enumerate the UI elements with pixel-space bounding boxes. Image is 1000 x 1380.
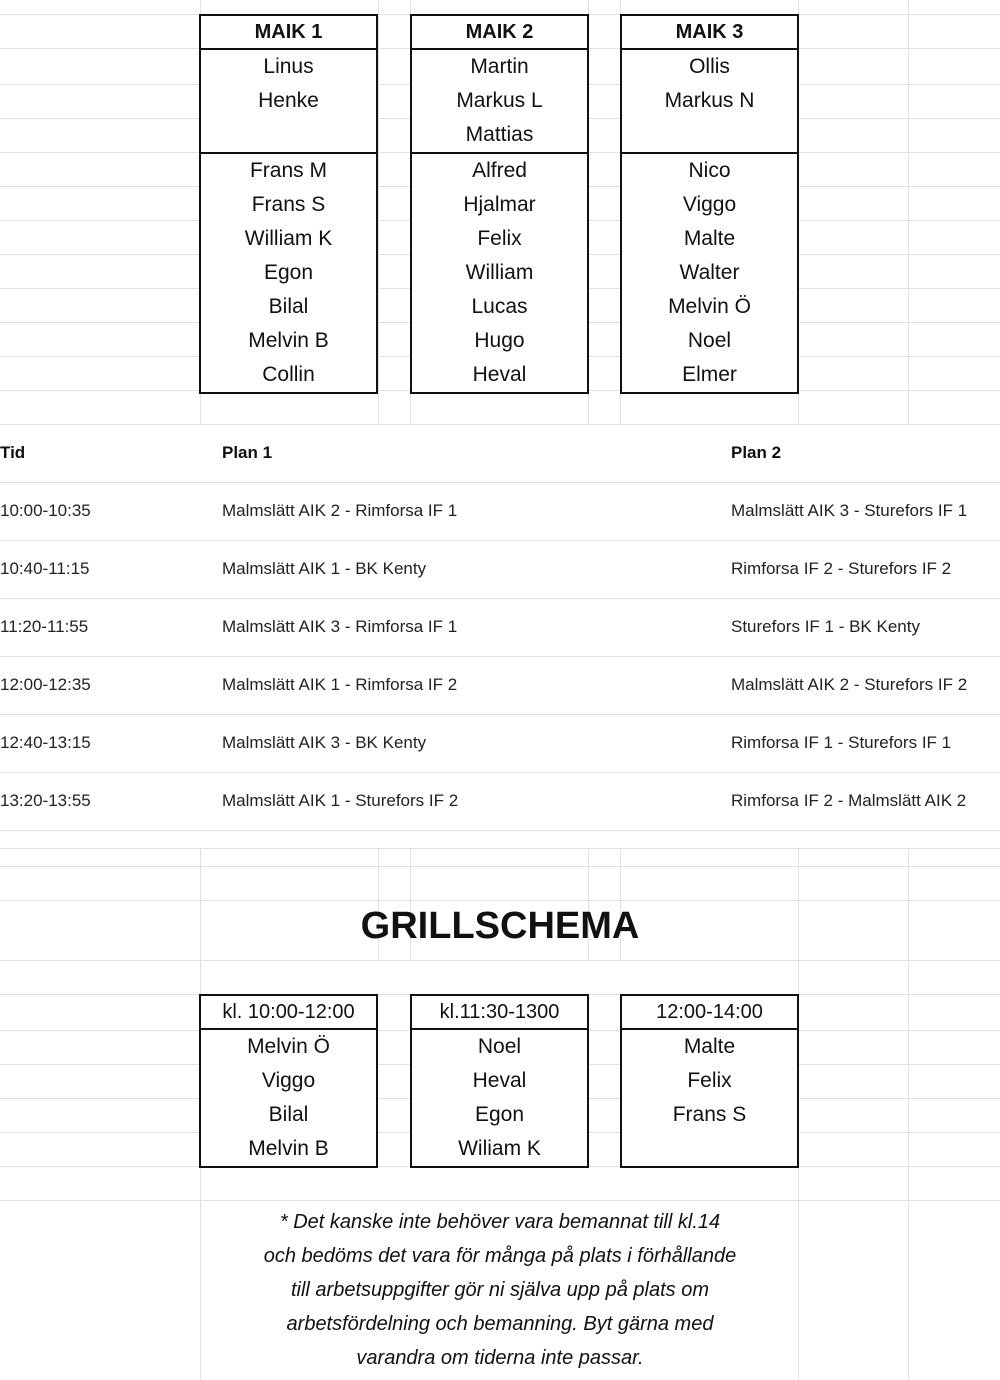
match-time: 12:00-12:35 <box>0 675 91 694</box>
match-plan-1: Malmslätt AIK 1 - Rimforsa IF 2 <box>222 675 458 694</box>
leader-name <box>622 118 797 152</box>
grid-line <box>0 866 1000 867</box>
shift-person: Noel <box>477 1035 522 1058</box>
note-line: * Det kanske inte behöver vara bemannat till kl.14 <box>279 1211 721 1233</box>
shift-time: kl. 10:00-12:00 <box>201 996 376 1030</box>
leader-name: Martin <box>470 55 529 78</box>
shift-person: Felix <box>687 1069 732 1092</box>
grid-line <box>908 848 909 1380</box>
player-name: Alfred <box>472 159 527 182</box>
player-name: Hugo <box>474 329 525 352</box>
team-leaders <box>201 50 376 154</box>
leader-name: Markus N <box>664 89 755 112</box>
match-plan-2: Sturefors IF 1 - BK Kenty <box>731 617 920 636</box>
match-plan-1: Malmslätt AIK 3 - BK Kenty <box>222 733 427 752</box>
grill-schedule-title: GRILLSCHEMA <box>360 905 640 947</box>
shift-person: Egon <box>474 1103 525 1126</box>
player-name: Elmer <box>682 363 737 386</box>
player-name: Lucas <box>471 295 528 318</box>
note-line: till arbetsuppgifter gör ni själva upp på plats om <box>290 1279 709 1301</box>
team-name: MAIK 3 <box>622 16 797 50</box>
match-time: 13:20-13:55 <box>0 791 91 810</box>
team-name: MAIK 2 <box>412 16 587 50</box>
note-line: och bedöms det vara för många på plats i förhållande <box>263 1245 737 1267</box>
player-name: Hjalmar <box>463 193 536 216</box>
match-plan-1: Malmslätt AIK 2 - Rimforsa IF 1 <box>222 501 458 520</box>
player-name: Noel <box>687 329 732 352</box>
grid-line <box>908 0 909 424</box>
player-name: Egon <box>263 261 314 284</box>
player-name: Heval <box>472 363 527 386</box>
match-plan-2: Rimforsa IF 2 - Sturefors IF 2 <box>731 559 952 578</box>
player-name: Melvin B <box>248 329 329 352</box>
player-name: Nico <box>688 159 731 182</box>
leader-name: Ollis <box>689 55 730 78</box>
player-name: Malte <box>683 227 736 250</box>
schedule-header-row <box>0 424 1000 482</box>
shift-time: kl.11:30-1300 <box>412 996 587 1030</box>
team-leaders <box>412 50 587 154</box>
team-name: MAIK 1 <box>201 16 376 50</box>
match-plan-2: Malmslätt AIK 2 - Sturefors IF 2 <box>731 675 968 694</box>
player-name: Collin <box>262 363 315 386</box>
schedule-row <box>0 656 1000 714</box>
player-name: Walter <box>679 261 740 284</box>
player-name: Viggo <box>682 193 737 216</box>
grid-line <box>0 848 1000 849</box>
header-time: Tid <box>0 443 26 462</box>
staffing-note <box>200 1205 800 1375</box>
team-players <box>201 154 376 392</box>
match-plan-2: Malmslätt AIK 3 - Sturefors IF 1 <box>731 501 968 520</box>
player-name: Felix <box>477 227 522 250</box>
team-box-maik-1 <box>199 14 378 394</box>
shift-person: Viggo <box>261 1069 316 1092</box>
leader-name: Linus <box>263 55 314 78</box>
shift-person: Melvin B <box>248 1137 329 1160</box>
grid-line <box>0 830 1000 831</box>
grill-shift-box <box>410 994 589 1168</box>
match-plan-1: Malmslätt AIK 1 - BK Kenty <box>222 559 427 578</box>
player-name: William <box>465 261 534 284</box>
match-plan-1: Malmslätt AIK 3 - Rimforsa IF 1 <box>222 617 458 636</box>
shift-people <box>622 1030 797 1166</box>
match-plan-1: Malmslätt AIK 1 - Sturefors IF 2 <box>222 791 459 810</box>
match-plan-2: Rimforsa IF 2 - Malmslätt AIK 2 <box>731 791 967 810</box>
player-name: Melvin Ö <box>668 295 751 318</box>
team-players <box>622 154 797 392</box>
grid-line <box>0 1200 1000 1201</box>
shift-people <box>412 1030 587 1166</box>
team-players <box>412 154 587 392</box>
shift-person <box>622 1132 797 1166</box>
schedule-row <box>0 714 1000 772</box>
leader-name: Markus L <box>456 89 543 112</box>
shift-person: Melvin Ö <box>247 1035 330 1058</box>
shift-person: Malte <box>683 1035 736 1058</box>
grill-shift-box <box>199 994 378 1168</box>
shift-time: 12:00-14:00 <box>622 996 797 1030</box>
schedule-row <box>0 540 1000 598</box>
team-box-maik-3 <box>620 14 799 394</box>
note-line: arbetsfördelning och bemanning. Byt gärna med <box>286 1313 714 1335</box>
shift-person: Bilal <box>268 1103 309 1126</box>
match-time: 10:40-11:15 <box>0 559 90 578</box>
match-plan-2: Rimforsa IF 1 - Sturefors IF 1 <box>731 733 952 752</box>
match-time: 11:20-11:55 <box>0 617 89 636</box>
grill-shift-box <box>620 994 799 1168</box>
header-plan-1: Plan 1 <box>222 443 273 462</box>
player-name: Frans S <box>251 193 326 216</box>
schedule-row <box>0 772 1000 830</box>
grid-line <box>378 0 379 424</box>
leader-name: Mattias <box>465 123 534 146</box>
shift-person: Wiliam K <box>458 1137 541 1160</box>
leader-name: Henke <box>258 89 319 112</box>
schedule-row <box>0 598 1000 656</box>
player-name: Frans M <box>249 159 327 182</box>
shift-person: Heval <box>472 1069 527 1092</box>
grid-line <box>0 960 1000 961</box>
player-name: Bilal <box>268 295 309 318</box>
grid-line <box>0 900 1000 901</box>
team-leaders <box>622 50 797 154</box>
header-plan-2: Plan 2 <box>731 443 782 462</box>
player-name: William K <box>244 227 333 250</box>
shift-people <box>201 1030 376 1166</box>
team-box-maik-2 <box>410 14 589 394</box>
shift-person: Frans S <box>672 1103 747 1126</box>
match-time: 12:40-13:15 <box>0 733 91 752</box>
leader-name <box>201 118 376 152</box>
note-line: varandra om tiderna inte passar. <box>356 1347 644 1369</box>
match-time: 10:00-10:35 <box>0 501 91 520</box>
schedule-row <box>0 482 1000 540</box>
